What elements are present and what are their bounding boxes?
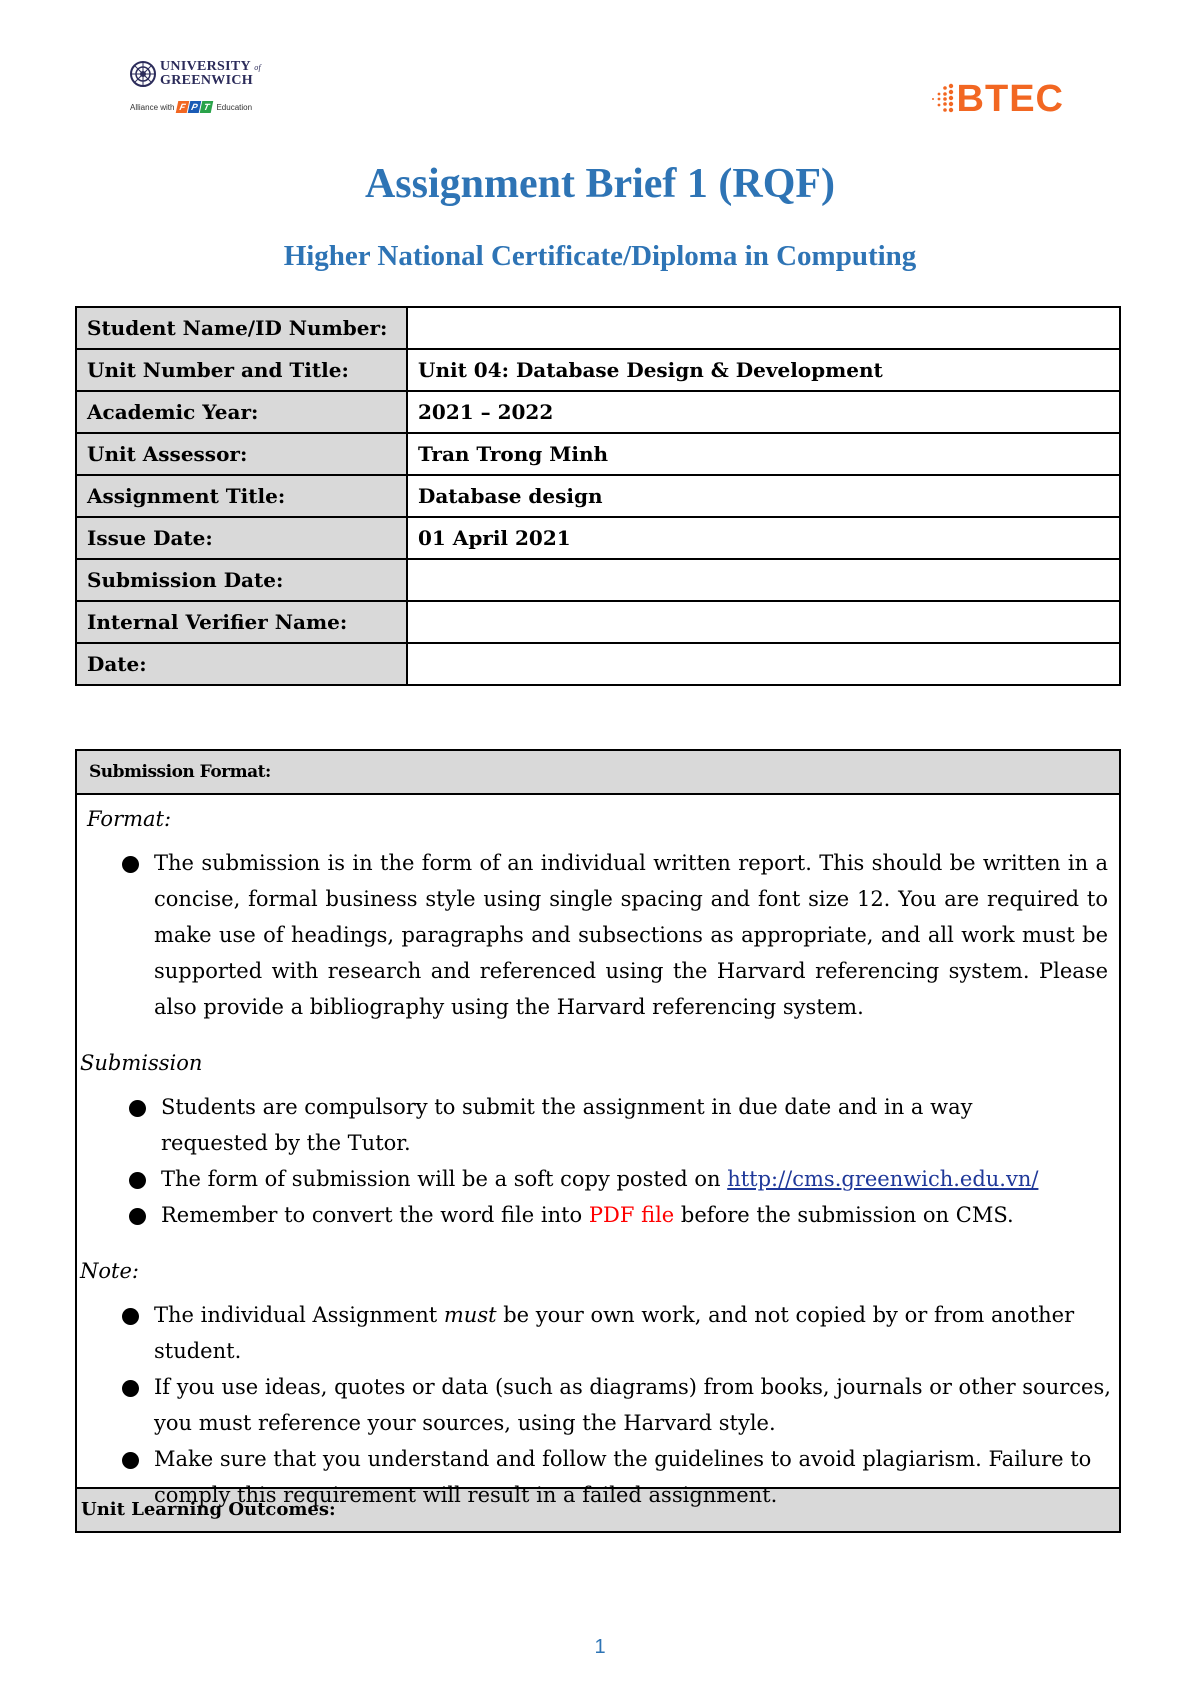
fpt-alliance-line bbox=[130, 101, 280, 113]
note-bullet-3: Make sure that you understand and follow the guidelines to avoid plagiarism. Failure to comply this requirement will result in a failed assignment. bbox=[154, 1447, 1092, 1507]
list-item bbox=[161, 1089, 1061, 1161]
list-item bbox=[154, 845, 1108, 1025]
btec-logo bbox=[929, 80, 1064, 118]
note-bullet-1 bbox=[154, 1297, 1114, 1369]
fpt-logo bbox=[177, 101, 213, 113]
table-row bbox=[76, 601, 1120, 643]
note-label: Note: bbox=[80, 1259, 139, 1283]
bullet-icon bbox=[122, 1452, 139, 1469]
table-row bbox=[76, 391, 1120, 433]
list-item bbox=[154, 1441, 1114, 1513]
submission-bullet-3 bbox=[161, 1197, 1061, 1233]
list-item bbox=[154, 1297, 1114, 1369]
row-label: Assignment Title: bbox=[76, 475, 407, 517]
bullet-icon bbox=[122, 1308, 139, 1325]
format-label: Format: bbox=[87, 807, 172, 831]
table-row bbox=[76, 559, 1120, 601]
row-label: Submission Date: bbox=[76, 559, 407, 601]
list-item bbox=[154, 1369, 1114, 1441]
note-bullet-2: If you use ideas, quotes or data (such as diagrams) from books, journals or other sources, you must reference your sources, using the Harvard style. bbox=[154, 1375, 1111, 1435]
fpt-letter-f: F bbox=[176, 101, 190, 113]
note-bullet-1-suffix: be your own work, and not copied by or from another student. bbox=[154, 1303, 1075, 1363]
submission-format-body bbox=[77, 795, 1119, 1507]
table-row bbox=[76, 307, 1120, 349]
bullet-icon bbox=[122, 856, 139, 873]
unit-learning-outcomes-header: Unit Learning Outcomes: bbox=[77, 1487, 1119, 1533]
row-value-date[interactable] bbox=[407, 643, 1120, 685]
submission-bullet-2-text: The form of submission will be a soft copy posted on bbox=[161, 1167, 728, 1191]
table-row bbox=[76, 475, 1120, 517]
submission-label: Submission bbox=[80, 1051, 203, 1075]
page-number: 1 bbox=[594, 1636, 606, 1658]
list-item bbox=[161, 1197, 1061, 1233]
greenwich-seal-icon bbox=[130, 61, 156, 87]
row-value-submission-date[interactable] bbox=[407, 559, 1120, 601]
bullet-icon bbox=[122, 1380, 139, 1397]
row-value-assignment-title: Database design bbox=[407, 475, 1120, 517]
bullet-icon bbox=[129, 1172, 146, 1189]
row-label: Issue Date: bbox=[76, 517, 407, 559]
table-row bbox=[76, 433, 1120, 475]
submission-bullet-1: Students are compulsory to submit the assignment in due date and in a way requested by the Tutor. bbox=[161, 1095, 973, 1155]
submission-bullet-3-suffix: before the submission on CMS. bbox=[674, 1203, 1014, 1227]
must-emphasis: must bbox=[443, 1303, 497, 1327]
logo-text-university: UNIVERSITY of bbox=[160, 59, 262, 74]
row-value-verifier[interactable] bbox=[407, 601, 1120, 643]
alliance-suffix: Education bbox=[216, 102, 253, 112]
format-list bbox=[154, 845, 1108, 1025]
alliance-prefix: Alliance with bbox=[130, 102, 175, 112]
fpt-letter-p: P bbox=[188, 101, 202, 113]
row-value-assessor: Tran Trong Minh bbox=[407, 433, 1120, 475]
assignment-info-table bbox=[75, 306, 1121, 686]
table-row bbox=[76, 643, 1120, 685]
row-value-unit: Unit 04: Database Design & Development bbox=[407, 349, 1120, 391]
note-list bbox=[154, 1297, 1114, 1513]
submission-bullet-3-prefix: Remember to convert the word file into bbox=[161, 1203, 589, 1227]
note-bullet-1-prefix: The individual Assignment bbox=[154, 1303, 444, 1327]
row-value-academic-year: 2021 – 2022 bbox=[407, 391, 1120, 433]
cms-link[interactable]: http://cms.greenwich.edu.vn/ bbox=[727, 1167, 1039, 1191]
format-bullet-text: The submission is in the form of an individual written report. This should be written in a concise, formal business style using single spacing and font size 12. You are required to make use of headings, paragraphs and subsections as appropriate, and all work must be supported with research and referenced using the Harvard referencing system. Please also provide a bibliography using the Harvard referencing system. bbox=[154, 851, 1108, 1019]
table-row bbox=[76, 349, 1120, 391]
submission-format-box bbox=[75, 749, 1121, 1533]
pdf-highlight: PDF file bbox=[588, 1203, 675, 1227]
bullet-icon bbox=[129, 1208, 146, 1225]
fpt-letter-t: T bbox=[200, 101, 214, 113]
btec-dots-icon bbox=[929, 82, 955, 116]
row-value-issue-date: 01 April 2021 bbox=[407, 517, 1120, 559]
bullet-icon bbox=[129, 1100, 146, 1117]
document-subtitle: Higher National Certificate/Diploma in Computing bbox=[283, 240, 917, 272]
row-label: Academic Year: bbox=[76, 391, 407, 433]
row-label: Unit Assessor: bbox=[76, 433, 407, 475]
row-label: Student Name/ID Number: bbox=[76, 307, 407, 349]
submission-list bbox=[161, 1089, 1061, 1233]
table-row bbox=[76, 517, 1120, 559]
logo-text-greenwich: GREENWICH bbox=[160, 73, 253, 88]
list-item bbox=[161, 1161, 1061, 1197]
btec-logo-text: BTEC bbox=[956, 78, 1064, 120]
row-value-student-name[interactable] bbox=[407, 307, 1120, 349]
university-of-greenwich-logo bbox=[130, 60, 280, 132]
row-label: Date: bbox=[76, 643, 407, 685]
row-label: Internal Verifier Name: bbox=[76, 601, 407, 643]
row-label: Unit Number and Title: bbox=[76, 349, 407, 391]
submission-format-header: Submission Format: bbox=[77, 751, 1119, 795]
document-title: Assignment Brief 1 (RQF) bbox=[364, 161, 836, 207]
submission-bullet-2 bbox=[161, 1161, 1061, 1197]
